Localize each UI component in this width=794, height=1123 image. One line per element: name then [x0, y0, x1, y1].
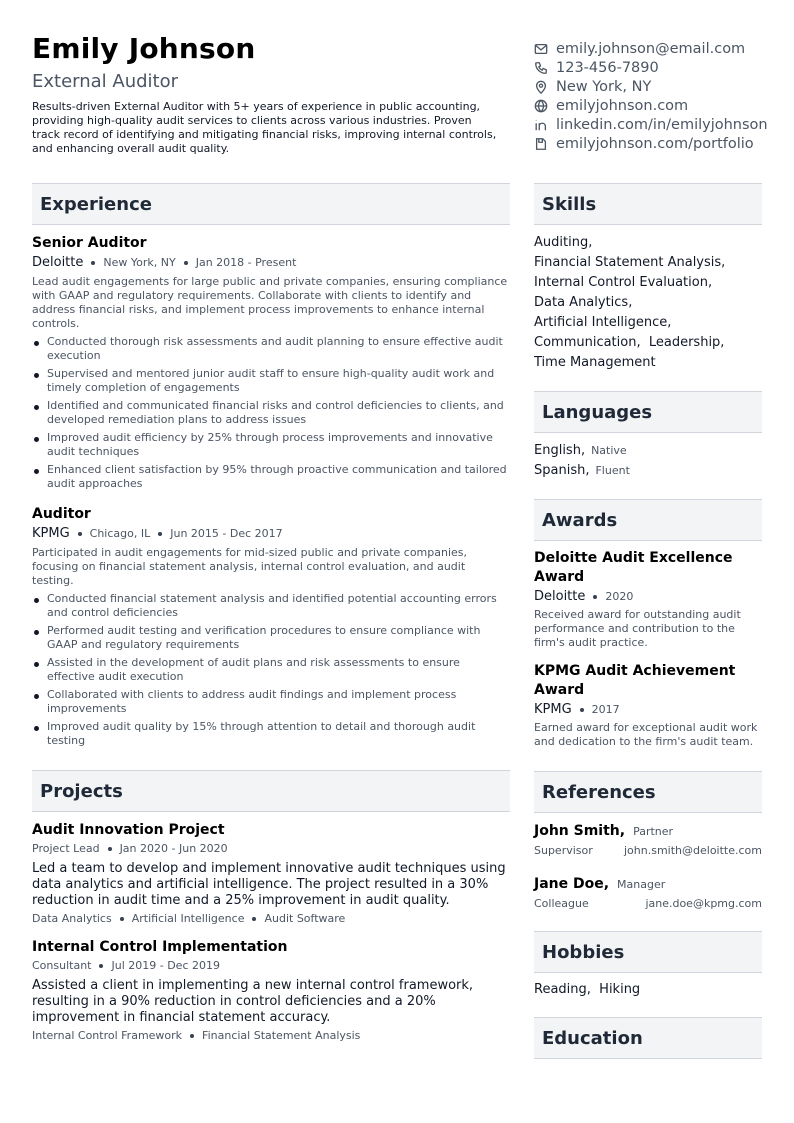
project-title: Internal Control Implementation: [32, 939, 288, 955]
skill-line: Internal Control Evaluation,: [534, 275, 713, 290]
hobbies-heading: Hobbies: [534, 931, 762, 973]
reference-email[interactable]: john.smith@deloitte.com: [624, 844, 762, 857]
skills-heading: Skills: [534, 183, 762, 225]
job-dates: Jun 2015 - Dec 2017: [170, 527, 283, 540]
job-meta: [32, 256, 510, 270]
reference-position: Manager: [617, 878, 666, 891]
language-item: [534, 461, 762, 481]
location-icon: [534, 80, 548, 94]
contact-email-text: emily.johnson@email.com: [556, 40, 746, 57]
experience-heading: Experience: [32, 183, 510, 225]
skill-line: Auditing,: [534, 235, 593, 250]
languages-heading: Languages: [534, 391, 762, 433]
languages-list: [534, 441, 762, 481]
language-level: Fluent: [595, 464, 630, 477]
project-tag: Artificial Intelligence: [131, 912, 245, 925]
reference-relation: Supervisor: [534, 844, 593, 857]
reference-name: John Smith,: [534, 823, 626, 839]
project-entry: [32, 938, 510, 1043]
candidate-name: Emily Johnson: [32, 32, 256, 65]
project-tags: [32, 1029, 510, 1043]
job-company: Deloitte: [32, 255, 84, 270]
reference-email[interactable]: jane.doe@kpmg.com: [645, 897, 762, 910]
awards-heading: Awards: [534, 499, 762, 541]
skill-line: Data Analytics,: [534, 295, 633, 310]
reference-entry: [534, 875, 762, 911]
main-column: [32, 183, 510, 1043]
contact-website[interactable]: [534, 96, 792, 115]
skill-line: Communication, Leadership,: [534, 335, 725, 350]
contact-location: [534, 77, 792, 96]
reference-header: [534, 875, 762, 894]
list-item: Performed audit testing and verification procedures to ensure compliance with GAAP and regulatory requirements: [32, 624, 510, 652]
list-item: Collaborated with clients to address audit findings and implement process improvements: [32, 688, 510, 716]
projects-heading: Projects: [32, 770, 510, 812]
skill-line: Artificial Intelligence,: [534, 315, 672, 330]
list-item: Supervised and mentored junior audit staff to ensure high-quality audit work and timely completion of engagements: [32, 367, 510, 395]
award-meta: [534, 589, 762, 605]
job-role: Senior Auditor: [32, 235, 147, 251]
project-meta: [32, 959, 510, 973]
portfolio-icon: [534, 137, 548, 151]
project-description: Assisted a client in implementing a new internal control framework, resulting in a 90% reduction in control deficiencies and a 20% improvement in financial statement accuracy.: [32, 978, 474, 1025]
contact-portfolio-text: emilyjohnson.com/portfolio: [556, 135, 754, 152]
award-entry: [534, 549, 762, 650]
job-bullets: [32, 592, 510, 748]
job-dates: Jan 2018 - Present: [195, 256, 297, 269]
candidate-title: External Auditor: [32, 71, 179, 92]
list-item: Conducted thorough risk assessments and audit planning to ensure effective audit execution: [32, 335, 510, 363]
language-level: Native: [591, 444, 627, 457]
list-item: Improved audit efficiency by 25% through process improvements and innovative audit techniques: [32, 431, 510, 459]
references-heading: References: [534, 771, 762, 813]
contact-phone[interactable]: [534, 58, 792, 77]
list-item: Conducted financial statement analysis and identified potential accounting errors and control deficiencies: [32, 592, 510, 620]
resume-header: [32, 32, 502, 156]
separator-dot: [78, 532, 82, 536]
job-meta: [32, 527, 510, 541]
reference-position: Partner: [633, 825, 674, 838]
contact-location-text: New York, NY: [556, 78, 652, 95]
skill-line: Time Management: [534, 355, 656, 370]
contact-portfolio[interactable]: [534, 134, 792, 153]
job-location: New York, NY: [103, 256, 176, 269]
award-meta: [534, 702, 762, 718]
project-tags: [32, 912, 510, 926]
language-item: [534, 441, 762, 461]
language-name: Spanish,: [534, 463, 590, 478]
project-entry: [32, 821, 510, 926]
hobbies-list: Reading, Hiking: [534, 982, 641, 997]
award-year: 2020: [605, 590, 634, 603]
project-role: Project Lead: [32, 842, 100, 855]
linkedin-icon: [534, 118, 548, 132]
project-role: Consultant: [32, 959, 92, 972]
separator-dot: [99, 964, 103, 968]
job-entry: [32, 234, 510, 491]
contact-list: [534, 39, 792, 153]
project-tag: Internal Control Framework: [32, 1029, 183, 1042]
language-name: English,: [534, 443, 586, 458]
separator-dot: [252, 917, 256, 921]
contact-website-text: emilyjohnson.com: [556, 97, 689, 114]
separator-dot: [158, 532, 162, 536]
award-description: Earned award for exceptional audit work and dedication to the firm's audit team.: [534, 721, 758, 748]
summary: Results-driven External Auditor with 5+ years of experience in public accounting, providing high-quality audit services to clients across various industries. Proven track record of identifying and mitigating financial risks, improving internal controls, and enhancing overall audit quality.: [32, 100, 497, 155]
job-role: Auditor: [32, 506, 91, 522]
globe-icon: [534, 99, 548, 113]
separator-dot: [91, 261, 95, 265]
reference-details: [534, 844, 762, 858]
contact-phone-text: 123-456-7890: [556, 59, 659, 76]
project-tag: Data Analytics: [32, 912, 112, 925]
list-item: Identified and communicated financial risks and control deficiencies to clients, and developed remediation plans to address issues: [32, 399, 510, 427]
education-heading: Education: [534, 1017, 762, 1059]
job-entry: [32, 505, 510, 748]
contact-linkedin[interactable]: [534, 115, 792, 134]
job-bullets: [32, 335, 510, 491]
contact-linkedin-text: linkedin.com/in/emilyjohnson: [556, 116, 768, 133]
list-item: Enhanced client satisfaction by 95% through proactive communication and tailored audit approaches: [32, 463, 510, 491]
job-description: Participated in audit engagements for mid-sized public and private companies, focusing on financial statement analysis, internal control evaluation, and audit testing.: [32, 546, 468, 587]
separator-dot: [120, 917, 124, 921]
project-title: Audit Innovation Project: [32, 822, 225, 838]
reference-entry: [534, 822, 762, 858]
reference-header: [534, 822, 762, 841]
mail-icon: [534, 42, 548, 56]
job-location: Chicago, IL: [89, 527, 151, 540]
separator-dot: [593, 595, 597, 599]
skill-line: Financial Statement Analysis,: [534, 255, 726, 270]
side-column: [534, 183, 762, 1059]
job-description: Lead audit engagements for large public and private companies, ensuring compliance with GAAP and regulatory requirements. Collaborate with clients to identify and address financial risks, and implement process improvements to enhance internal controls.: [32, 275, 508, 330]
separator-dot: [108, 847, 112, 851]
phone-icon: [534, 61, 548, 75]
project-dates: Jul 2019 - Dec 2019: [111, 959, 220, 972]
job-company: KPMG: [32, 526, 70, 541]
reference-name: Jane Doe,: [534, 876, 610, 892]
award-title: Deloitte Audit Excellence Award: [534, 550, 733, 585]
award-description: Received award for outstanding audit performance and contribution to the firm's audit practice.: [534, 608, 741, 649]
project-meta: [32, 842, 510, 856]
skills-list: [534, 233, 762, 373]
award-year: 2017: [591, 703, 620, 716]
project-tag: Audit Software: [264, 912, 346, 925]
award-title: KPMG Audit Achievement Award: [534, 663, 736, 698]
separator-dot: [184, 261, 188, 265]
award-entry: [534, 662, 762, 749]
list-item: Assisted in the development of audit plans and risk assessments to ensure effective audit execution: [32, 656, 510, 684]
project-description: Led a team to develop and implement innovative audit techniques using data analytics and artificial intelligence. The project resulted in a 30% reduction in audit time and a 25% improvement in audit quality.: [32, 861, 506, 908]
project-tag: Financial Statement Analysis: [202, 1029, 361, 1042]
list-item: Improved audit quality by 15% through attention to detail and thorough audit testing: [32, 720, 510, 748]
contact-email[interactable]: [534, 39, 792, 58]
project-dates: Jan 2020 - Jun 2020: [119, 842, 228, 855]
award-org: Deloitte: [534, 589, 586, 604]
award-org: KPMG: [534, 702, 572, 717]
separator-dot: [190, 1034, 194, 1038]
reference-relation: Colleague: [534, 897, 589, 910]
reference-details: [534, 897, 762, 911]
separator-dot: [580, 708, 584, 712]
